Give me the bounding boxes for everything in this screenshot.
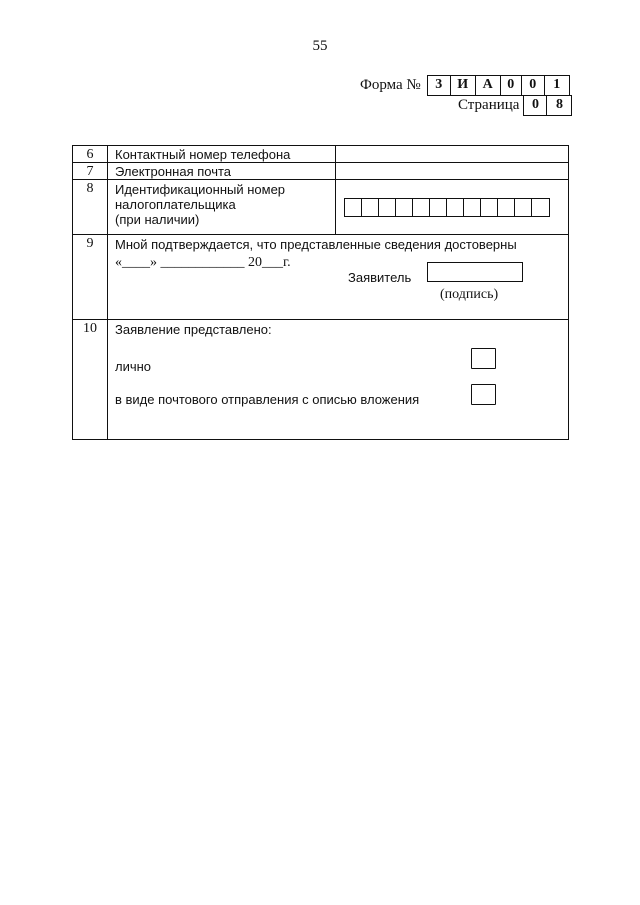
inn-digit-box[interactable] xyxy=(532,199,549,216)
table-row-submission xyxy=(73,320,568,439)
form-number-cells xyxy=(427,75,570,96)
form-number-cell: 0 xyxy=(501,76,522,95)
row-label-line: (при наличии) xyxy=(115,212,200,227)
form-number-label: Форма № xyxy=(360,76,421,93)
inn-digit-box[interactable] xyxy=(481,199,498,216)
row-number: 6 xyxy=(73,146,108,162)
row-number: 8 xyxy=(73,180,108,234)
inn-digit-boxes xyxy=(344,198,550,217)
row-label: Электронная почта xyxy=(115,164,232,179)
inn-digit-box[interactable] xyxy=(464,199,481,216)
table-row-email xyxy=(73,163,568,180)
form-number-cell: А xyxy=(476,76,501,95)
option-mail-label: в виде почтового отправления с описью вложения xyxy=(115,392,420,407)
page-number: 55 xyxy=(312,38,328,54)
submission-title: Заявление представлено: xyxy=(115,322,272,337)
option-mail-checkbox[interactable] xyxy=(471,384,496,405)
inn-field xyxy=(335,180,568,234)
applicant-label: Заявитель xyxy=(348,270,412,285)
phone-field[interactable] xyxy=(335,146,568,162)
row-number: 7 xyxy=(73,163,108,179)
table-row-phone xyxy=(73,146,568,163)
row-label: Контактный номер телефона xyxy=(115,147,291,162)
signature-label: (подпись) xyxy=(440,287,499,302)
confirmation-date-line[interactable]: «____» ____________ 20___г. xyxy=(115,255,291,270)
inn-digit-box[interactable] xyxy=(362,199,379,216)
page-count-label: Страница xyxy=(458,96,520,113)
application-table xyxy=(72,145,569,440)
inn-digit-box[interactable] xyxy=(515,199,532,216)
option-personal-checkbox[interactable] xyxy=(471,348,496,369)
row-label-line: Идентификационный номер xyxy=(115,182,286,197)
inn-digit-box[interactable] xyxy=(379,199,396,216)
row-label-line: налогоплательщика xyxy=(115,197,236,212)
inn-digit-box[interactable] xyxy=(396,199,413,216)
option-personal-label: лично xyxy=(115,359,152,374)
page-count-header xyxy=(458,95,572,115)
confirmation-statement: Мной подтверждается, что представленные сведения достоверны xyxy=(115,237,517,252)
page-count-cell: 0 xyxy=(524,96,547,115)
inn-digit-box[interactable] xyxy=(413,199,430,216)
form-number-cell: 3 xyxy=(428,76,451,95)
form-number-cell: 0 xyxy=(522,76,545,95)
signature-field[interactable] xyxy=(427,262,523,282)
row-label xyxy=(108,180,285,234)
email-field[interactable] xyxy=(335,163,568,179)
inn-digit-box[interactable] xyxy=(430,199,447,216)
row-number: 10 xyxy=(73,320,108,439)
table-row-inn xyxy=(73,180,568,235)
inn-digit-box[interactable] xyxy=(498,199,515,216)
page-count-cell: 8 xyxy=(555,97,563,112)
form-number-header xyxy=(360,75,570,95)
table-row-confirmation xyxy=(73,235,568,320)
page-count-cells xyxy=(523,95,572,116)
inn-digit-box[interactable] xyxy=(447,199,464,216)
form-number-cell: И xyxy=(451,76,476,95)
inn-digit-box[interactable] xyxy=(345,199,362,216)
form-number-cell: 1 xyxy=(553,77,561,92)
row-number: 9 xyxy=(73,235,108,319)
